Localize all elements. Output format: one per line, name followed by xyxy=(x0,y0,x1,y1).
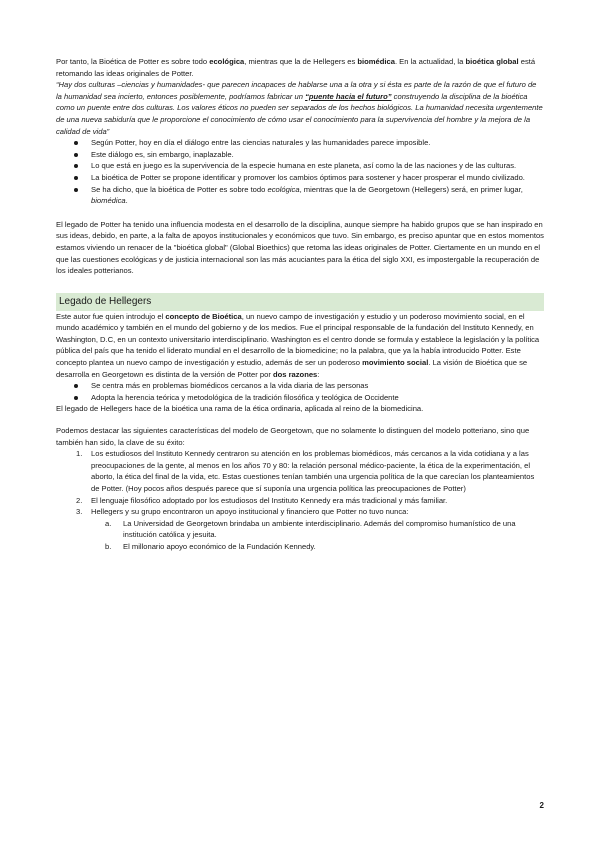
hellegers-paragraph: Este autor fue quien introdujo el concepto de Bioética, un nuevo campo de investigación y estudio y un poderoso movimiento social, en el mundo académico y también en el mundo del gobierno y de los medios. Fue el principal responsable de la fundación del Instituto Kennedy, en Washington, D.C, en un contexto universitario interdisciplinario. Washington es el centro donde se formula y establece la legislación y la política pública del país que ha tenido el liderato mundial en el desarrollo de la biomedicine; no la palabra, que ya la había introducido Potter. Este concepto plantea un nuevo campo de investigación y estudio, además de ser un poderoso movimiento social. La visión de Bioética que se desarrolla en Georgetown es distinta de la versión de Potter por dos razones: xyxy=(56,311,540,379)
bullet-icon xyxy=(74,153,78,157)
bullet-icon xyxy=(74,164,78,168)
list-item: 2. El lenguaje filosófico adoptado por los estudiosos del Instituto Kennedy era más tradicional y más familiar. xyxy=(76,495,448,505)
bullet-icon xyxy=(74,188,78,192)
bullet-icon xyxy=(74,176,78,180)
list-item: 3. Hellegers y su grupo encontraron un apoyo institucional y financiero que Potter no tuvo nunca: a. La Universidad de Georgetown brindaba un ambiente interdisciplinario. Además del compromiso humanístico de una institución católica y jesuita. b. El millonario apoyo económico de la Fundación Kennedy. xyxy=(56,506,544,552)
bullet-icon xyxy=(74,396,78,400)
section-heading: Legado de Hellegers xyxy=(56,293,544,311)
list-item: Este diálogo es, sin embargo, inaplazable. xyxy=(56,149,544,161)
list-item: Según Potter, hoy en día el diálogo entre las ciencias naturales y las humanidades parece imposible. xyxy=(56,137,544,149)
rama-paragraph: El legado de Hellegers hace de la bioética una rama de la ética ordinaria, aplicada al reino de la biomedicina. xyxy=(56,404,424,414)
hellegers-bullet-list xyxy=(56,380,544,403)
list-item: 1. Los estudiosos del Instituto Kennedy centraron su atención en los problemas biomédicos, más cercanos a la vida cotidiana y a las preocupaciones de la gente, al menos en los años 70 y 80: la relación personal médico-paciente, la ética de la experimentación, el aborto, la ética del final de la vida, etc. Estas cuestiones tenían también una urgencia política de la que carecían los planteamientos de Potter. (Hoy pocos años después parece que sí suponía una urgencia política las preocupaciones de Potter) xyxy=(76,449,535,493)
list-item: La bioética de Potter se propone identificar y promover los cambios óptimos para sostener y hacer prosperar el mundo civilizado. xyxy=(56,172,544,184)
list-item: b. El millonario apoyo económico de la Fundación Kennedy. xyxy=(105,541,316,551)
list-item: Se ha dicho, que la bioética de Potter es sobre todo ecológica, mientras que la de Georgetown (Hellegers) será, en primer lugar, biomédica. xyxy=(56,184,544,207)
numbered-list xyxy=(56,448,544,552)
bullet-icon xyxy=(74,141,78,145)
destacar-paragraph: Podemos destacar las siguientes características del modelo de Georgetown, que no solamente lo distinguen del modelo potteriano, sino que también han sido, la clave de su éxito: xyxy=(56,426,530,447)
sub-list xyxy=(91,518,544,553)
intro-paragraph: Por tanto, la Bioética de Potter es sobre todo ecológica, mientras que la de Hellegers es biomédica. En la actualidad, la bioética global está retomando las ideas originales de Potter. xyxy=(56,57,536,78)
list-item: a. La Universidad de Georgetown brindaba un ambiente interdisciplinario. Además del compromiso humanístico de una institución católica y jesuita. xyxy=(105,518,516,540)
potter-quote: “Hay dos culturas –ciencias y humanidades- que parecen incapaces de hablarse una a la otra y si ésta es parte de la razón de que el futuro de la humanidad sea incierto, entonces posiblemente, podríamos fabricar un “puente hacia el futuro” construyendo la disciplina de la bioética como un puente entre dos culturas. Los valores éticos no pueden ser separados de los hechos biológicos. La humanidad necesita urgentemente de una nueva sabiduría que le proporcione el conocimiento de cómo usar el conocimiento para la supervivencia del hombre y la mejora de la calidad de vida” xyxy=(56,80,543,136)
list-item: Se centra más en problemas biomédicos cercanos a la vida diaria de las personas xyxy=(56,380,544,392)
list-item: Adopta la herencia teórica y metodológica de la tradición filosófica y teológica de Occidente xyxy=(56,392,544,404)
page-number: 2 xyxy=(539,801,544,810)
potter-bullet-list xyxy=(56,137,544,207)
potter-legacy-paragraph: El legado de Potter ha tenido una influencia modesta en el desarrollo de la disciplina, aunque siempre ha habido grupos que se han inspirado en sus ideas, debido, en parte, a la falta de apoyos institucionales y económicos que tuvo. Sin embargo, es preciso apuntar que en estos momentos estamos viviendo un renacer de la "bioética global" (Global Bioethics) que retoma las ideas originales de Potter. Ciertamente en un mundo en el que las cuestiones ecológicas y de justicia internacional son las más acuciantes para la ética del siglo XXI, es impostergable la recuperación de los ideales potterianos. xyxy=(56,219,544,276)
list-item: Lo que está en juego es la supervivencia de la especie humana en este planeta, así como la de las naciones y de las culturas. xyxy=(56,160,544,172)
document-page xyxy=(56,56,544,553)
bullet-icon xyxy=(74,384,78,388)
